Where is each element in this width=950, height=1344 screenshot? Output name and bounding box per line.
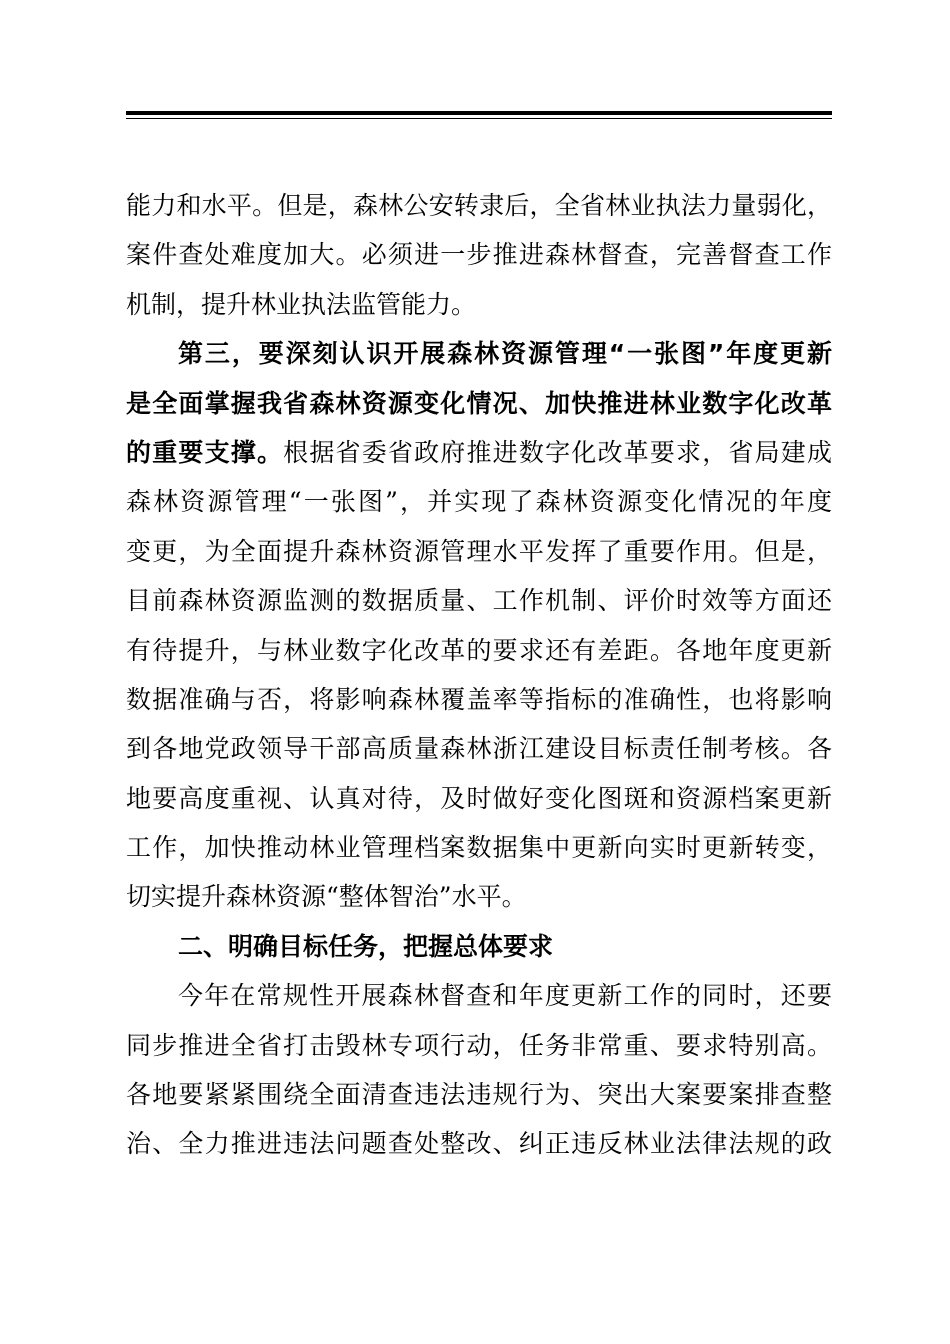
paragraph-line: 同步推进全省打击毁林专项行动，任务非常重、要求特别高。 [126,1030,832,1060]
emphasis-span: 的重要支撑。 [126,437,284,467]
paragraph-line: 数据准确与否，将影响森林覆盖率等指标的准确性，也将影响 [126,684,832,714]
header-rule-thin [126,118,832,119]
paragraph-line: 工作，加快推动林业管理档案数据集中更新向实时更新转变， [126,833,832,863]
paragraph-line: 案件查处难度加大。必须进一步推进森林督查，完善督查工作 [126,240,832,270]
header-double-rule [126,111,832,119]
paragraph-line: 切实提升森林资源“整体智治”水平。 [126,882,527,912]
paragraph-line: 森林资源管理“一张图”，并实现了森林资源变化情况的年度 [126,487,832,517]
paragraph-line: 能力和水平。但是，森林公安转隶后，全省林业执法力量弱化， [126,191,832,220]
section-heading: 二、明确目标任务，把握总体要求 [178,931,554,961]
paragraph-line: 地要高度重视、认真对待，及时做好变化图斑和资源档案更新 [126,783,832,813]
emphasis-line: 是全面掌握我省森林资源变化情况、加快推进林业数字化改革 [126,388,832,418]
paragraph-line: 变更，为全面提升森林资源管理水平发挥了重要作用。但是， [126,536,832,566]
mixed-line [126,428,832,477]
emphasis-line: 第三，要深刻认识开展森林资源管理“一张图”年度更新 [178,339,832,369]
paragraph-span: 根据省委省政府推进数字化改革要求，省局建成 [283,437,832,467]
paragraph-line: 治、全力推进违法问题查处整改、纠正违反林业法律法规的政 [126,1129,832,1159]
document-body [126,181,832,1169]
paragraph-line: 机制，提升林业执法监管能力。 [126,289,477,319]
paragraph-line: 各地要紧紧围绕全面清查违法违规行为、突出大案要案排查整 [126,1080,832,1110]
paragraph-line: 到各地党政领导干部高质量森林浙江建设目标责任制考核。各 [126,734,832,764]
paragraph-line: 目前森林资源监测的数据质量、工作机制、评价时效等方面还 [126,586,832,616]
paragraph-line: 有待提升，与林业数字化改革的要求还有差距。各地年度更新 [126,635,832,665]
paragraph-line: 今年在常规性开展森林督查和年度更新工作的同时，还要 [178,981,832,1011]
